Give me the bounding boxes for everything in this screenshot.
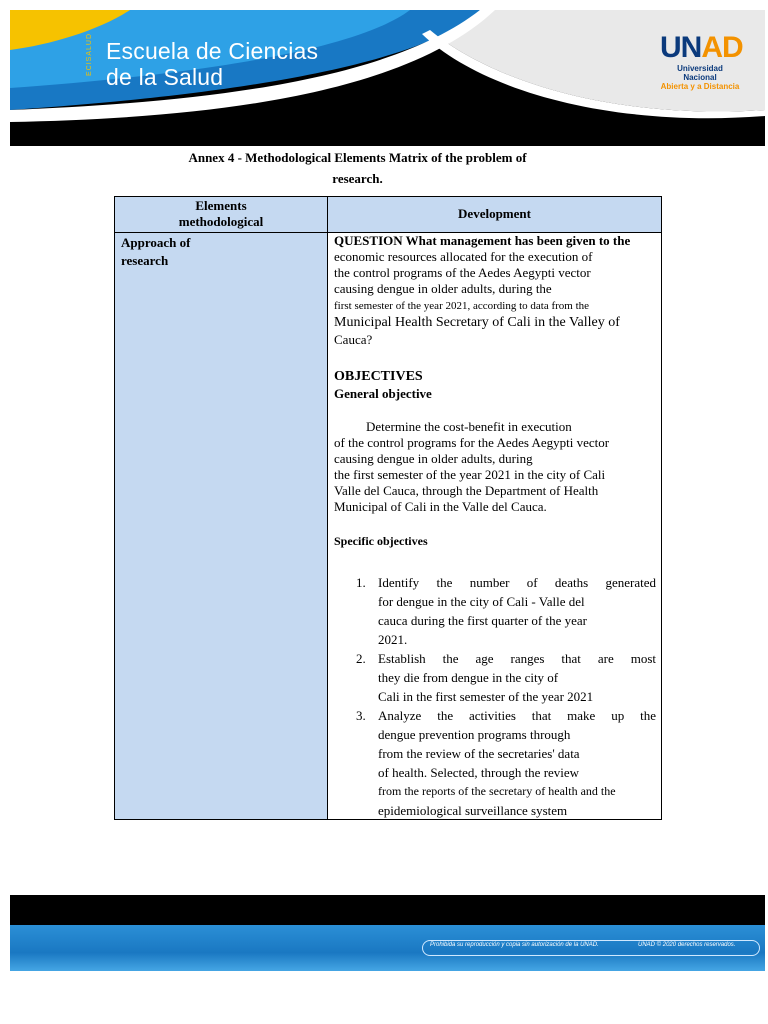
list-item: 2. Establish the age ranges that are most they die from dengue in the city of Cali in the first semester of the year 2021: [356, 651, 656, 704]
col1-header: Elements methodological: [178, 198, 264, 229]
school-line2: de la Salud: [106, 64, 224, 90]
list-item: 3. Analyze the activities that make up the dengue prevention programs through from the review of the secretaries' data of health. Selected, through the review from the reports of the secretary of health and the epidemiological surveillance system: [356, 708, 656, 818]
development-cell: [334, 233, 656, 820]
general-objective-title: General objective: [334, 386, 432, 401]
annex-title-line2: research.: [332, 171, 383, 186]
school-name: [106, 38, 318, 90]
annex-title: [120, 147, 595, 189]
row-label: Approach of research: [121, 235, 191, 268]
footer-copyright: UNAD © 2020 derechos reservados.: [638, 942, 736, 948]
general-objective-text: Determine the cost-benefit in execution of the control programs for the Aedes Aegypti vector causing dengue in older adults, during the first semester of the year 2021 in the city of Cali Valle del Cauca, through the Department of Health Municipal of Cali in the Valle del Cauca.: [334, 419, 610, 514]
footer-banner: [10, 895, 765, 971]
specific-objectives-title: Specific objectives: [334, 534, 428, 548]
phase-title: Phase 4. Devel: [174, 112, 254, 127]
school-line1: Escuela de Ciencias: [106, 38, 319, 64]
footer-black-band: [10, 895, 765, 925]
col2-header: Development: [458, 206, 531, 221]
list-item: 1. Identify the number of deaths generated for dengue in the city of Cali - Valle del cauca during the first quarter of the year 2021.: [356, 575, 656, 647]
table-label-cell: [115, 233, 327, 819]
logo-line1: Universidad Nacional: [677, 64, 723, 82]
research-question: QUESTION What management has been given to the economic resources allocated for the execution of the control programs of the Aedes Aegypti vector causing dengue in older adults, during the first semester of the year 2021, according to data from the Municipal Health Secretary of Cali in the Valley of Cauca?: [334, 233, 631, 347]
methodological-matrix-table: [114, 196, 662, 820]
header-banner: [10, 10, 765, 146]
column-divider: [327, 197, 328, 819]
annex-title-line1: Annex 4 - Methodological Elements Matrix of the problem of: [188, 150, 527, 165]
logo-line2: Abierta y a Distancia: [660, 82, 740, 91]
footer-notice: Prohibida su reproducción y copia sin autorización de la UNAD.: [430, 942, 599, 948]
specific-objectives-list: [334, 573, 656, 820]
side-tag: ECISALUD: [86, 32, 93, 76]
logo-word: UNAD: [660, 31, 743, 64]
objectives-title: OBJECTIVES: [334, 369, 423, 384]
unad-logo: [660, 31, 743, 91]
